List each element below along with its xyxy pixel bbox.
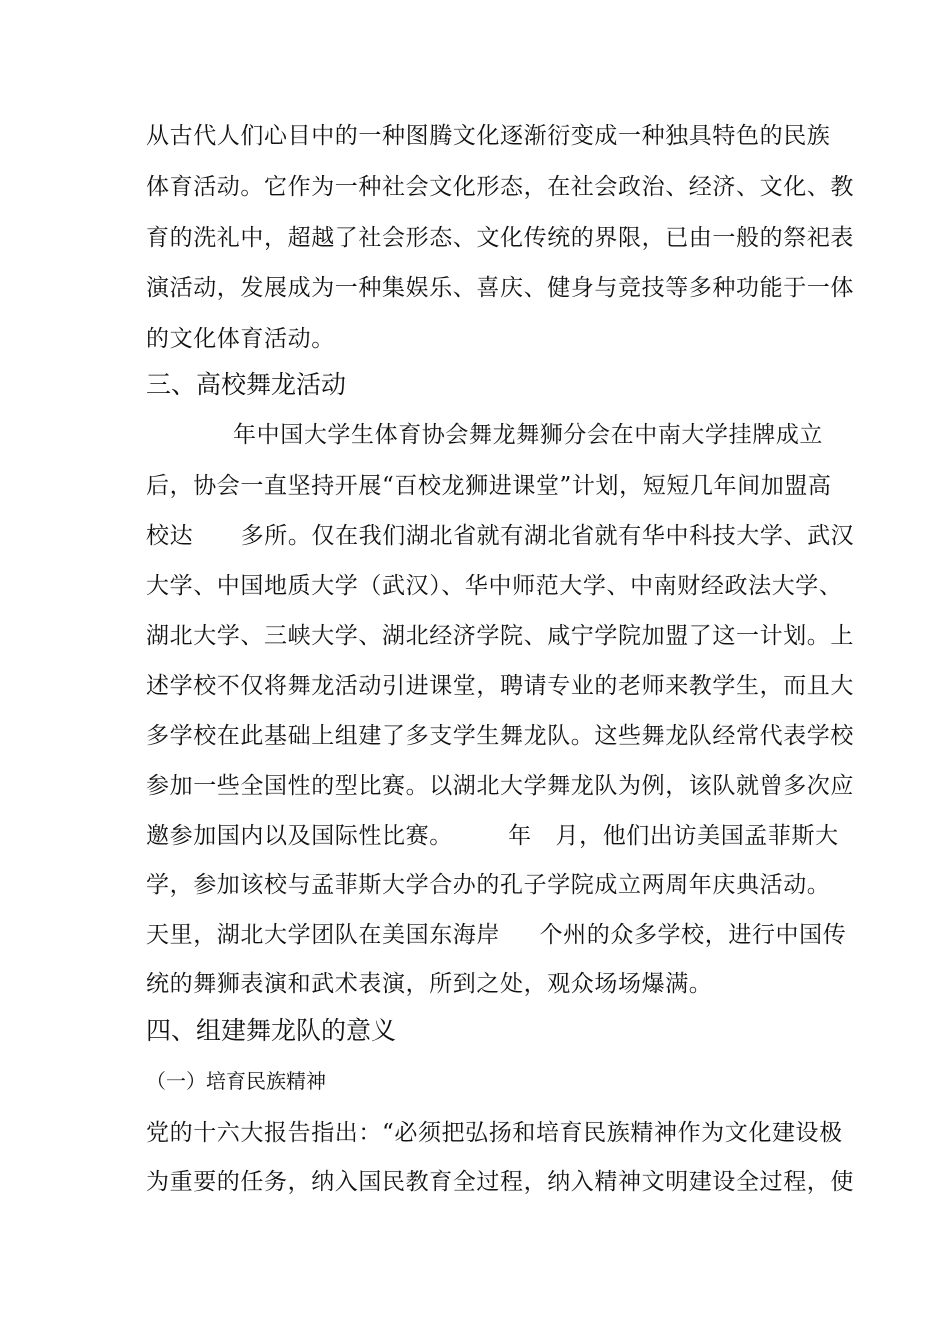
paragraph-line: 为重要的任务，纳入国民教育全过程，纳入精神文明建设全过程，使: [146, 1169, 854, 1195]
paragraph-line: 大学、中国地质大学（武汉）、华中师范大学、中南财经政法大学、: [146, 573, 843, 599]
paragraph-line: 从古代人们心目中的一种图腾文化逐渐衍变成一种独具特色的民族: [146, 123, 831, 149]
paragraph-line: 育的洗礼中，超越了社会形态、文化传统的界限，已由一般的祭祀表: [146, 225, 854, 251]
paragraph-line: 湖北大学、三峡大学、湖北经济学院、咸宁学院加盟了这一计划。上: [146, 623, 854, 649]
paragraph-line: 多学校在此基础上组建了多支学生舞龙队。这些舞龙队经常代表学校: [146, 723, 854, 749]
paragraph-line: 年中国大学生体育协会舞龙舞狮分会在中南大学挂牌成立: [146, 422, 824, 448]
section-heading: 三、高校舞龙活动: [146, 370, 347, 399]
paragraph-line: 校达 多所。仅在我们湖北省就有湖北省就有华中科技大学、武汉: [146, 523, 855, 549]
paragraph-line: 后，协会一直坚持开展“百校龙狮进课堂”计划，短短几年间加盟高: [146, 473, 832, 499]
paragraph-line: 统的舞狮表演和武术表演，所到之处，观众场场爆满。: [146, 971, 713, 997]
paragraph-line: 述学校不仅将舞龙活动引进课堂，聘请专业的老师来教学生，而且大: [146, 673, 854, 699]
paragraph-line: 学，参加该校与孟菲斯大学合办的孔子学院成立两周年庆典活动。: [146, 872, 831, 898]
section-heading: 四、组建舞龙队的意义: [146, 1016, 397, 1045]
paragraph-line: 天里，湖北大学团队在美国东海岸 个州的众多学校，进行中国传: [146, 922, 847, 948]
subsection-heading: （一）培育民族精神: [146, 1069, 326, 1093]
paragraph-line: 邀参加国内以及国际性比赛。 年 月，他们出访美国孟菲斯大: [146, 823, 839, 849]
paragraph-line: 体育活动。它作为一种社会文化形态，在社会政治、经济、文化、教: [146, 174, 854, 200]
paragraph-line: 的文化体育活动。: [146, 326, 335, 352]
paragraph-line: 演活动，发展成为一种集娱乐、喜庆、健身与竞技等多种功能于一体: [146, 275, 854, 301]
paragraph-line: 党的十六大报告指出：“必须把弘扬和培育民族精神作为文化建设极: [146, 1120, 843, 1146]
paragraph-line: 参加一些全国性的型比赛。以湖北大学舞龙队为例，该队就曾多次应: [146, 773, 854, 799]
